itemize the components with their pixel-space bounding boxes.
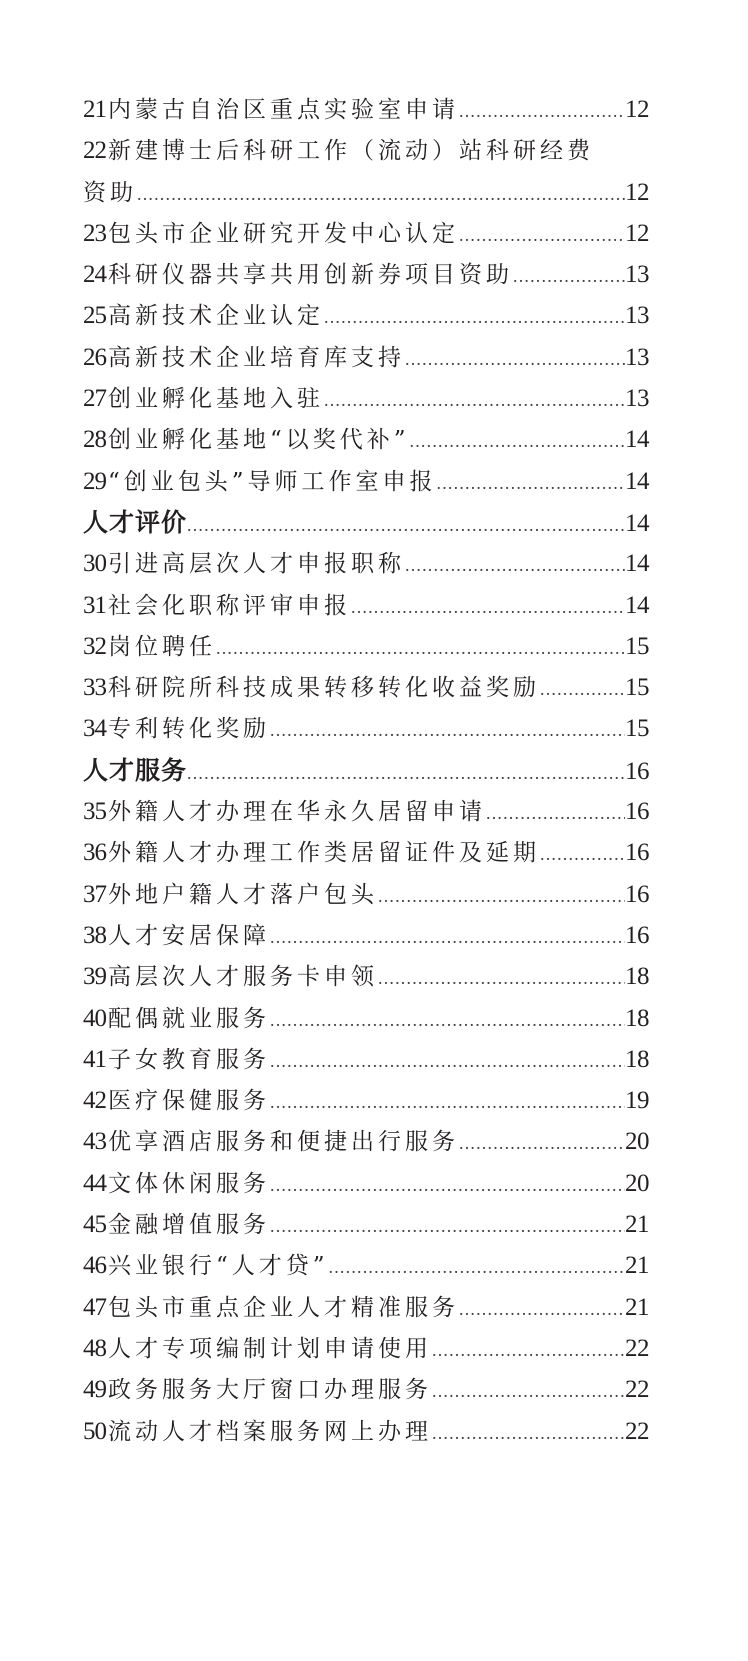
page-number: 16 (625, 921, 649, 949)
entry-number: 49 (83, 1376, 106, 1404)
page-number: 22 (625, 1334, 649, 1362)
entry-title (83, 1245, 329, 1287)
entry-title-text: 外籍人才办理在华永久居留申请 (108, 799, 486, 826)
toc-entry[interactable] (83, 543, 649, 584)
page-number: 16 (625, 757, 649, 785)
entry-title-text: 人才服务 (83, 755, 188, 785)
toc-entry-continuation[interactable] (83, 172, 649, 213)
dot-leader (324, 297, 625, 338)
dot-leader (405, 339, 625, 380)
entry-number: 41 (83, 1045, 106, 1073)
dot-leader (432, 1371, 625, 1412)
entry-title-continuation: 资助 (83, 179, 137, 206)
entry-number: 22 (83, 137, 106, 165)
dot-leader (324, 380, 625, 421)
dot-leader (410, 421, 625, 462)
toc-entry[interactable] (83, 1204, 649, 1245)
entry-title (83, 915, 270, 957)
entry-title-text: 新建博士后科研工作（流动）站科研经费 (108, 138, 594, 165)
toc-entry[interactable] (83, 832, 649, 873)
page-number: 13 (625, 385, 649, 413)
entry-title-text: 子女教育服务 (108, 1046, 270, 1073)
toc-entry[interactable] (83, 254, 649, 295)
dot-leader (270, 1082, 625, 1123)
dot-leader (486, 793, 625, 834)
page-number: 21 (625, 1252, 649, 1280)
page-number: 14 (625, 591, 649, 619)
entry-title (83, 1369, 432, 1411)
entry-number: 44 (83, 1169, 106, 1197)
dot-leader (270, 1041, 625, 1082)
dot-leader (351, 587, 625, 628)
toc-entry[interactable] (83, 708, 649, 749)
toc-entry[interactable] (83, 1163, 649, 1204)
dot-leader (270, 710, 625, 751)
toc-entry[interactable] (83, 874, 649, 915)
entry-number: 31 (83, 591, 106, 619)
toc-entry[interactable] (83, 89, 649, 130)
entry-title-text: 科研仪器共享共用创新券项目资助 (108, 262, 513, 289)
page-number: 14 (625, 509, 649, 537)
entry-number: 48 (83, 1334, 106, 1362)
toc-entry[interactable] (83, 461, 649, 502)
page-number: 19 (625, 1087, 649, 1115)
entry-title-text: 创业孵化基地“以奖代补” (108, 427, 410, 454)
dot-leader (378, 958, 625, 999)
entry-title (83, 832, 540, 874)
dot-leader (459, 91, 625, 132)
entry-title-text: 专利转化奖励 (108, 716, 270, 743)
entry-title (83, 1121, 459, 1163)
toc-entry[interactable] (83, 378, 649, 419)
entry-title-text: 社会化职称评审申报 (108, 592, 351, 619)
toc-entry[interactable] (83, 667, 649, 708)
entry-title (83, 502, 187, 543)
dot-leader (270, 1165, 625, 1206)
toc-entry[interactable] (83, 337, 649, 378)
entry-number: 33 (83, 674, 106, 702)
entry-title-text: 文体休闲服务 (108, 1170, 270, 1197)
entry-number: 23 (83, 219, 106, 247)
dot-leader (513, 256, 625, 297)
entry-title-text: 包头市企业研究开发中心认定 (108, 220, 459, 247)
entry-title (83, 956, 378, 998)
toc-section-heading[interactable] (83, 750, 649, 791)
entry-number: 36 (83, 839, 106, 867)
entry-number: 32 (83, 632, 106, 660)
entry-number: 30 (83, 550, 106, 578)
page-number: 15 (625, 674, 649, 702)
toc-entry[interactable] (83, 1245, 649, 1286)
page-number: 18 (625, 1004, 649, 1032)
dot-leader (459, 1123, 625, 1164)
entry-title-text: 高新技术企业培育库支持 (108, 344, 405, 371)
page-number: 16 (625, 798, 649, 826)
page-number: 15 (625, 632, 649, 660)
entry-title-text: 内蒙古自治区重点实验室申请 (108, 97, 459, 123)
toc-entry[interactable] (83, 791, 649, 832)
dot-leader (405, 545, 625, 586)
page-number: 13 (625, 261, 649, 289)
entry-number: 27 (83, 385, 106, 413)
entry-number: 28 (83, 426, 106, 454)
entry-title (83, 254, 513, 296)
entry-title-text: 兴业银行“人才贷” (108, 1253, 329, 1280)
dot-leader (437, 463, 625, 504)
dot-leader (540, 669, 625, 710)
entry-title (83, 1080, 270, 1122)
entry-title-text: 高新技术企业认定 (108, 303, 324, 330)
entry-title (83, 1039, 270, 1081)
entry-title (83, 585, 351, 627)
entry-number: 21 (83, 96, 106, 123)
page-number: 14 (625, 550, 649, 578)
entry-title-text: 优享酒店服务和便捷出行服务 (108, 1129, 459, 1156)
page-number: 14 (625, 426, 649, 454)
entry-title (83, 213, 459, 255)
dot-leader (216, 628, 625, 669)
entry-number: 46 (83, 1252, 106, 1280)
page-number: 12 (625, 96, 649, 123)
toc-section-heading[interactable] (83, 502, 649, 543)
entry-title (83, 1163, 270, 1205)
dot-leader (378, 876, 625, 917)
page-number: 14 (625, 467, 649, 495)
entry-title (83, 708, 270, 750)
page-number: 13 (625, 302, 649, 330)
page-number: 12 (625, 219, 649, 247)
dot-leader (459, 215, 625, 256)
entry-number: 42 (83, 1087, 106, 1115)
entry-number: 26 (83, 343, 106, 371)
toc-entry[interactable] (83, 585, 649, 626)
dot-leader (329, 1247, 625, 1288)
toc-entry[interactable] (83, 998, 649, 1039)
page-number: 18 (625, 1045, 649, 1073)
entry-number: 50 (83, 1417, 106, 1445)
entry-title (83, 461, 437, 503)
toc-entry[interactable] (83, 1039, 649, 1080)
entry-title (83, 998, 270, 1040)
entry-title-text: 政务服务大厅窗口办理服务 (108, 1377, 432, 1404)
page-number: 20 (625, 1169, 649, 1197)
page-number: 21 (625, 1293, 649, 1321)
entry-title (83, 1204, 270, 1246)
dot-leader (432, 1330, 625, 1371)
page-number: 16 (625, 839, 649, 867)
entry-title-text: 金融增值服务 (108, 1212, 270, 1239)
dot-leader (540, 834, 625, 875)
entry-title (83, 667, 540, 709)
dot-leader (270, 1000, 625, 1041)
entry-number: 25 (83, 302, 106, 330)
page-number: 21 (625, 1211, 649, 1239)
entry-title (83, 337, 405, 379)
page-number: 16 (625, 880, 649, 908)
toc-entry[interactable] (83, 1080, 649, 1121)
toc-entry[interactable] (83, 1411, 649, 1452)
dot-leader (459, 1289, 625, 1330)
entry-number: 40 (83, 1004, 106, 1032)
entry-title (83, 89, 459, 131)
dot-leader (187, 753, 625, 794)
entry-number: 24 (83, 261, 106, 289)
entry-title (83, 543, 405, 585)
entry-title-text: 人才专项编制计划申请使用 (108, 1335, 432, 1362)
page-number: 22 (625, 1376, 649, 1404)
toc-entry[interactable] (83, 915, 649, 956)
entry-title (83, 378, 324, 420)
entry-title-text: 岗位聘任 (108, 633, 216, 660)
page-number: 18 (625, 963, 649, 991)
dot-leader (137, 174, 625, 215)
toc-entry[interactable] (83, 213, 649, 254)
entry-title-text: 流动人才档案服务网上办理 (108, 1418, 432, 1445)
dot-leader (270, 1206, 625, 1247)
entry-number: 38 (83, 921, 106, 949)
entry-number: 35 (83, 798, 106, 826)
entry-title (83, 419, 410, 461)
entry-title-text: 引进高层次人才申报职称 (108, 551, 405, 578)
entry-title (83, 130, 594, 172)
entry-title-text: 包头市重点企业人才精准服务 (108, 1294, 459, 1321)
entry-title-text: 高层次人才服务卡申领 (108, 964, 378, 991)
entry-title-text: 配偶就业服务 (108, 1005, 270, 1032)
entry-number: 39 (83, 963, 106, 991)
entry-title (83, 626, 216, 668)
entry-title-text: 创业孵化基地入驻 (108, 386, 324, 413)
page-number: 20 (625, 1128, 649, 1156)
dot-leader (432, 1413, 625, 1454)
dot-leader (270, 917, 625, 958)
toc-entry[interactable] (83, 626, 649, 667)
toc-entry[interactable] (83, 1328, 649, 1369)
toc-entry[interactable] (83, 956, 649, 997)
page-number: 15 (625, 715, 649, 743)
toc-entry[interactable] (83, 419, 649, 460)
entry-number: 37 (83, 880, 106, 908)
entry-title-text: 人才评价 (83, 507, 188, 537)
entry-title (83, 791, 486, 833)
entry-title (83, 1287, 459, 1329)
page-number: 22 (625, 1417, 649, 1445)
entry-title-text: “创业包头”导师工作室申报 (108, 468, 437, 495)
entry-title-text: 科研院所科技成果转移转化收益奖励 (108, 675, 540, 702)
entry-number: 29 (83, 467, 106, 495)
entry-title-text: 人才安居保障 (108, 922, 270, 949)
toc-entry[interactable] (83, 295, 649, 336)
toc-entry[interactable] (83, 130, 649, 171)
page-number: 12 (625, 178, 649, 206)
table-of-contents (83, 89, 649, 1452)
entry-number: 47 (83, 1293, 106, 1321)
entry-title-text: 医疗保健服务 (108, 1088, 270, 1115)
toc-entry[interactable] (83, 1369, 649, 1410)
entry-title (83, 874, 378, 916)
toc-entry[interactable] (83, 1287, 649, 1328)
entry-title (83, 295, 324, 337)
entry-number: 43 (83, 1128, 106, 1156)
dot-leader (187, 505, 625, 546)
entry-title-text: 外地户籍人才落户包头 (108, 881, 378, 908)
entry-title (83, 1411, 432, 1453)
entry-number: 45 (83, 1211, 106, 1239)
page-number: 13 (625, 343, 649, 371)
entry-title (83, 750, 187, 791)
entry-title-text: 外籍人才办理工作类居留证件及延期 (108, 840, 540, 867)
toc-entry[interactable] (83, 1121, 649, 1162)
entry-title (83, 1328, 432, 1370)
entry-number: 34 (83, 715, 106, 743)
